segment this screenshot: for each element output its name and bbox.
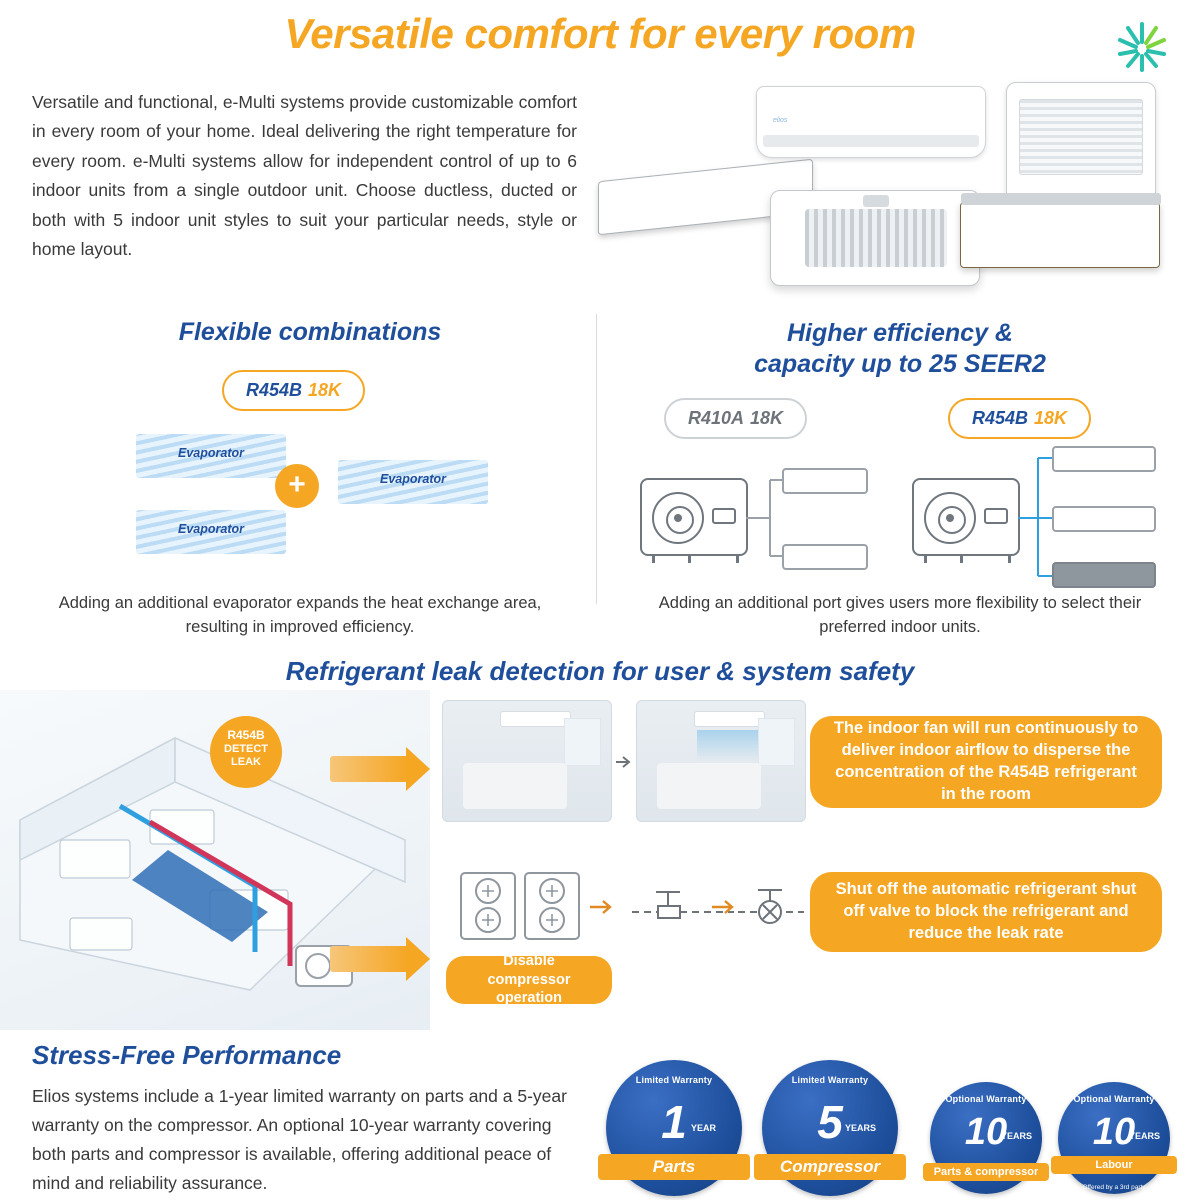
- warranty-seal-10-year-parts-compressor: [930, 1082, 1042, 1194]
- photo-sequence-arrow-icon: [614, 752, 634, 772]
- seal-year-word: YEARS: [844, 1122, 876, 1133]
- ducted-indoor-unit: [960, 202, 1160, 268]
- room-photo-before: [442, 700, 612, 822]
- seal-band-label: Parts: [598, 1154, 750, 1180]
- evaporator-graphic-3: [338, 460, 488, 504]
- wall-unit-in-photo: [694, 711, 765, 728]
- wall-unit-in-photo: [500, 711, 571, 728]
- refrigerant-pill-r454b: [948, 398, 1091, 439]
- indoor-unit-r410a-1: [782, 468, 868, 494]
- outdoor-unit-r454b: [912, 478, 1020, 556]
- outdoor-unit-icon-2: [524, 872, 580, 940]
- compressor-arrow-icon: [590, 898, 618, 916]
- callout-disable-compressor: Disable compressor operation: [446, 956, 612, 1004]
- flexible-combinations-title: Flexible combinations: [178, 318, 442, 346]
- brand-mark: elios: [773, 117, 788, 124]
- intro-paragraph: Versatile and functional, e-Multi systems provide customizable comfort in every room of your home. Ideal delivering the right temperature for every room. e-Multi systems allow for independent control of up to 6 indoor units from a single outdoor unit. Choose ductless, ducted or both with 5 indoor unit styles to suit your particular needs, style or home layout.: [32, 92, 577, 259]
- badge-line1: DETECT: [224, 742, 268, 755]
- plus-icon: +: [275, 464, 319, 508]
- efficiency-title-line2: capacity up to 25 SEER2: [754, 350, 1046, 379]
- room-photo-after: [636, 700, 806, 822]
- wall-mounted-indoor-unit: [756, 86, 986, 158]
- pill-model: R454B: [246, 380, 303, 400]
- badge-model: R454B: [227, 728, 265, 742]
- bed-in-photo: [463, 763, 567, 809]
- ceiling-cassette-indoor-unit: [770, 190, 980, 286]
- bed-in-photo: [657, 763, 761, 809]
- seal-number: 5: [817, 1096, 843, 1149]
- flow-arrow-bar-1: [330, 756, 408, 782]
- flow-arrow-head-2: [406, 937, 430, 981]
- seal-top-text: Limited Warranty: [791, 1074, 869, 1085]
- indoor-unit-r454b-2: [1052, 506, 1156, 532]
- warranty-seal-1-year-parts: [606, 1060, 742, 1196]
- pill-model: R410A: [688, 408, 745, 428]
- indoor-unit-r410a-2: [782, 544, 868, 570]
- seal-year-word: YEAR: [690, 1122, 716, 1133]
- control-box-icon: [984, 508, 1008, 524]
- outdoor-unit-r410a: [640, 478, 748, 556]
- seal-band-label: Parts & compressor: [923, 1163, 1048, 1181]
- evaporator-graphic-1: [136, 434, 286, 478]
- seal-subtext: Offered by a 3rd party: [1082, 1183, 1146, 1191]
- seal-number: 10: [964, 1111, 1008, 1154]
- seal-year-word: YEARS: [1128, 1131, 1160, 1142]
- seal-top-text: Limited Warranty: [635, 1074, 713, 1085]
- seal-number: 10: [1092, 1111, 1136, 1154]
- fan-icon: [924, 492, 976, 544]
- evaporator-label: Evaporator: [380, 472, 446, 486]
- fan-icon: [652, 492, 704, 544]
- seal-band-label: Compressor: [754, 1154, 906, 1180]
- seal-year-word: YEARS: [1000, 1131, 1032, 1142]
- valve-closed-icon: [736, 884, 806, 932]
- seal-band-label: Labour: [1051, 1156, 1176, 1174]
- hero-product-images: [588, 82, 1178, 290]
- flow-arrow-bar-2: [330, 946, 408, 972]
- pill-capacity: 18K: [308, 380, 342, 400]
- flexible-combinations-caption: Adding an additional evaporator expands the heat exchange area, resulting in improved efficiency.: [58, 594, 542, 636]
- seal-top-text: Optional Warranty: [1073, 1094, 1155, 1105]
- seal-top-text: Optional Warranty: [945, 1094, 1027, 1105]
- badge-line2: LEAK: [231, 756, 261, 769]
- callout-indoor-fan: The indoor fan will run continuously to deliver indoor airflow to disperse the concentration of the R454B refrigerant in the room: [810, 716, 1162, 808]
- efficiency-caption: Adding an additional port gives users more flexibility to select their preferred indoor units.: [658, 594, 1142, 636]
- pill-model: R454B: [972, 408, 1029, 428]
- leak-detect-badge: [210, 716, 282, 788]
- evaporator-label: Evaporator: [178, 446, 244, 460]
- page-title: Versatile comfort for every room: [284, 10, 916, 57]
- evaporator-graphic-2: [136, 510, 286, 554]
- indoor-unit-r454b-3: [1052, 562, 1156, 588]
- refrigerant-pill-r454b-main: [222, 370, 365, 411]
- window-in-photo: [758, 718, 795, 766]
- warranty-seal-10-year-labour: [1058, 1082, 1170, 1194]
- evaporator-label: Evaporator: [178, 522, 244, 536]
- efficiency-title: [620, 318, 1180, 381]
- pill-capacity: 18K: [1034, 408, 1068, 428]
- unit-legs: [914, 554, 1022, 563]
- warranty-seal-5-year-compressor: [762, 1060, 898, 1196]
- stress-free-paragraph: Elios systems include a 1-year limited warranty on parts and a 5-year warranty on the compressor. An optional 10-year warranty covering both parts and compressor is available, offering additional peace of mind and reliability assurance.: [32, 1086, 567, 1194]
- efficiency-title-line1: Higher efficiency &: [786, 319, 1013, 347]
- unit-legs: [642, 554, 750, 563]
- elios-burst-logo: [1112, 16, 1172, 76]
- indoor-unit-r454b-1: [1052, 446, 1156, 472]
- airflow-overlay: [697, 730, 761, 761]
- stress-free-title: Stress-Free Performance: [32, 1040, 342, 1070]
- seal-number: 1: [661, 1096, 687, 1149]
- window-in-photo: [564, 718, 601, 766]
- callout-shutoff-valve: Shut off the automatic refrigerant shut off valve to block the refrigerant and reduce the leak rate: [810, 872, 1162, 952]
- control-box-icon: [712, 508, 736, 524]
- outdoor-unit-icon-1: [460, 872, 516, 940]
- pill-capacity: 18K: [750, 408, 784, 428]
- flow-arrow-head-1: [406, 747, 430, 791]
- section-divider: [596, 314, 597, 604]
- refrigerant-pill-r410a: [664, 398, 807, 439]
- leak-detection-title: Refrigerant leak detection for user & system safety: [285, 656, 915, 686]
